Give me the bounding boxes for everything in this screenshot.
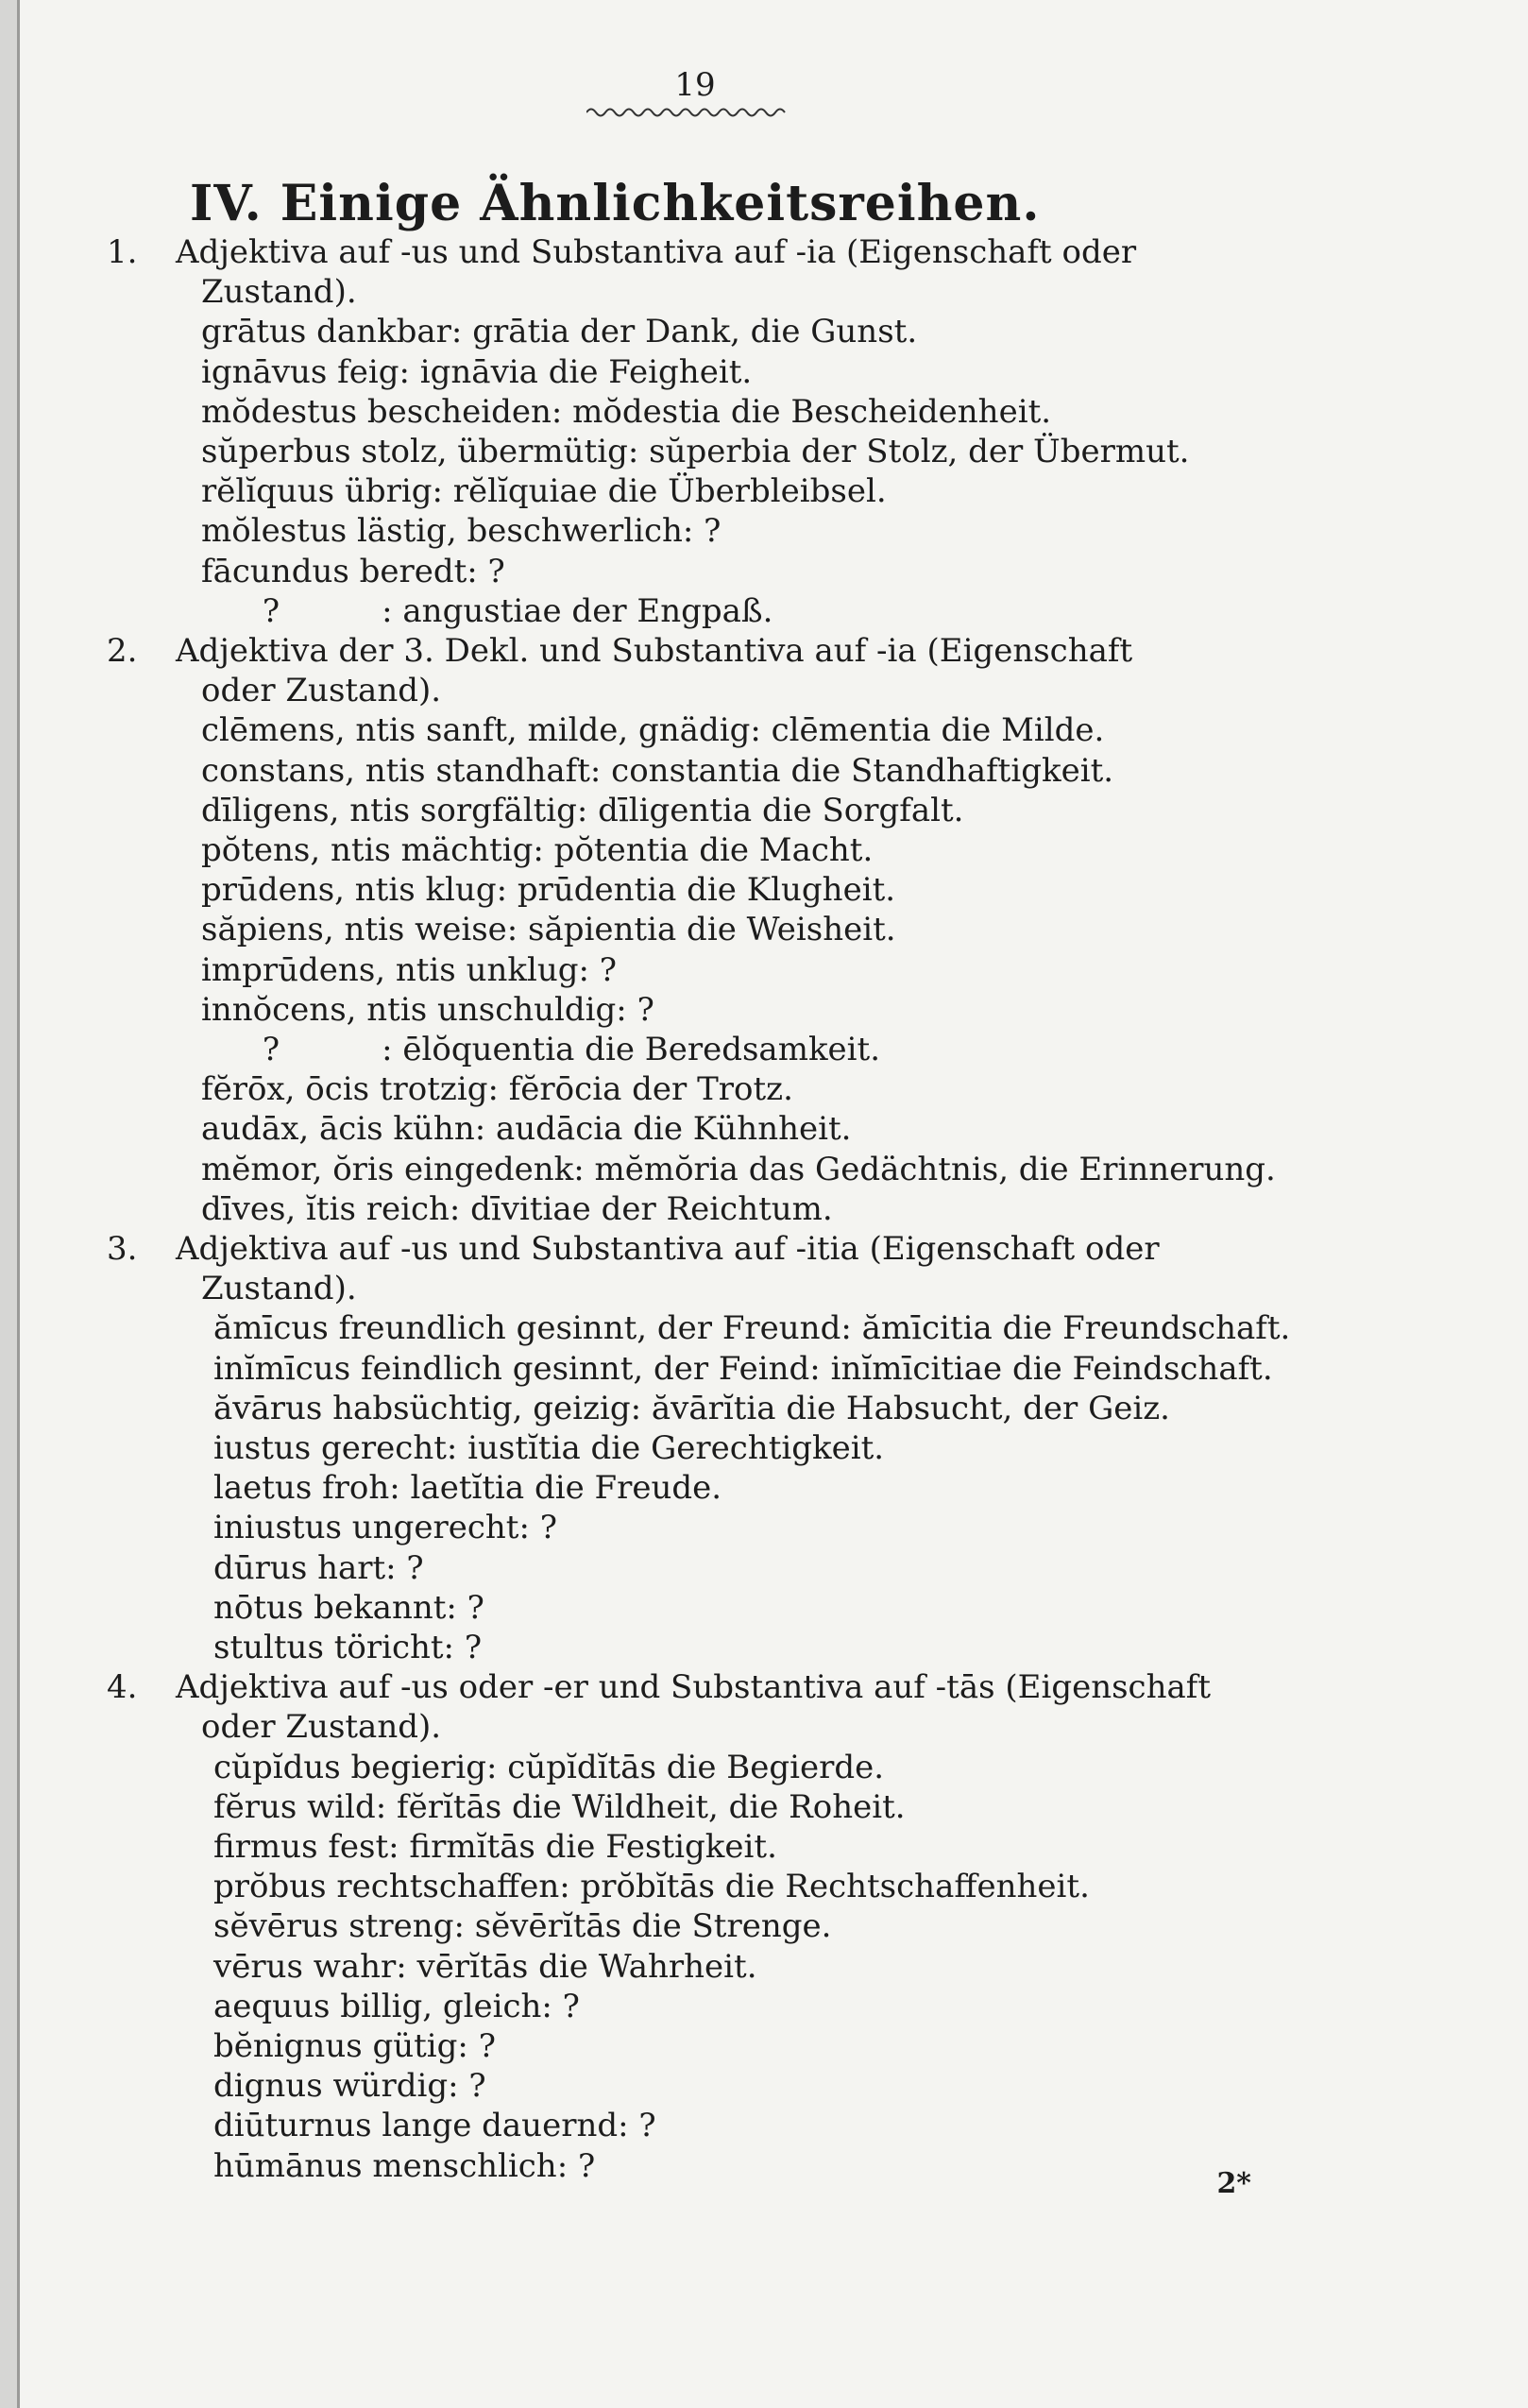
section-intro-text: Adjektiva der 3. Dekl. und Substantiva auf -ia (Eigenschaft <box>176 632 1133 670</box>
entry-text: mŏdestus bescheiden: mŏdestia die Bescheidenheit. <box>201 392 1052 431</box>
entry-text: imprūdens, ntis unklug: ? <box>201 950 617 989</box>
section-intro-text: oder Zustand). <box>201 1708 442 1747</box>
section-4-intro-line <box>20 1707 1436 1747</box>
vocabulary-entry <box>20 1787 1436 1827</box>
section-intro-text: Adjektiva auf -us und Substantiva auf -itia (Eigenschaft oder <box>176 1230 1160 1268</box>
entry-text: dūrus hart: ? <box>213 1548 424 1587</box>
entry-text: ignāvus feig: ignāvia die Feigheit. <box>201 352 753 391</box>
section-intro-text: Adjektiva auf -us oder -er und Substantiva auf -tās (Eigenschaft <box>176 1668 1212 1707</box>
entry-text: bĕnignus gütig: ? <box>213 2027 496 2065</box>
vocabulary-entry <box>20 910 1436 949</box>
entry-text: prŏbus rechtschaffen: prŏbĭtās die Rechtschaffenheit. <box>213 1868 1090 1906</box>
vocabulary-entry <box>20 1189 1436 1229</box>
section-1-intro-line <box>20 272 1436 312</box>
entry-text: nōtus bekannt: ? <box>213 1588 484 1627</box>
page-number: 19 <box>674 66 716 104</box>
vocabulary-entry <box>20 511 1436 551</box>
entry-text: dignus würdig: ? <box>213 2067 486 2106</box>
entry-text: laetus froh: laetĭtia die Freude. <box>213 1469 722 1508</box>
vocabulary-entry <box>20 870 1436 910</box>
vocabulary-entry <box>20 1030 1436 1069</box>
vocabulary-entry <box>20 1987 1436 2026</box>
entry-text: fācundus beredt: ? <box>201 552 505 590</box>
vocabulary-entry <box>20 591 1436 631</box>
vocabulary-entry <box>20 392 1436 432</box>
vocabulary-entry <box>20 552 1436 591</box>
vocabulary-entry <box>20 2026 1436 2066</box>
vocabulary-entry <box>20 2066 1436 2106</box>
vocabulary-entry <box>20 1428 1436 1468</box>
book-page <box>17 0 1528 2408</box>
vocabulary-entry <box>20 1349 1436 1389</box>
entry-text: fĕrus wild: fĕrĭtās die Wildheit, die Roheit. <box>213 1787 906 1826</box>
vocabulary-entry <box>20 312 1436 351</box>
entry-text: prūdens, ntis klug: prūdentia die Klugheit. <box>201 871 896 910</box>
vocabulary-entry <box>20 352 1436 392</box>
entry-text: innŏcens, ntis unschuldig: ? <box>201 990 654 1029</box>
vocabulary-entry <box>20 1389 1436 1428</box>
entry-text: grātus dankbar: grātia der Dank, die Gunst. <box>201 313 918 351</box>
entry-text: ămīcus freundlich gesinnt, der Freund: ămīcitia die Freundschaft. <box>213 1309 1291 1348</box>
entry-text: ăvārus habsüchtig, geizig: ăvārĭtia die Habsucht, der Geiz. <box>213 1389 1170 1427</box>
section-number: 1. <box>107 233 138 271</box>
entry-text: vērus wahr: vērĭtās die Wahrheit. <box>213 1947 757 1986</box>
entry-text: diūturnus lange dauernd: ? <box>213 2107 656 2145</box>
vocabulary-entry <box>20 751 1436 791</box>
vocabulary-entry <box>20 1508 1436 1547</box>
vocabulary-entry <box>20 1109 1436 1149</box>
vocabulary-entry <box>20 1150 1436 1189</box>
section-number: 3. <box>107 1230 138 1268</box>
vocabulary-entry <box>20 471 1436 511</box>
entry-text: constans, ntis standhaft: constantia die Standhaftigkeit. <box>201 751 1114 790</box>
vocabulary-entry <box>20 950 1436 990</box>
vocabulary-entry <box>20 710 1436 750</box>
entry-text: rĕlĭquus übrig: rĕlĭquiae die Überbleibsel. <box>201 472 887 511</box>
section-4-intro-line <box>20 1667 1436 1707</box>
section-number: 2. <box>107 632 138 670</box>
vocabulary-entry <box>20 830 1436 870</box>
vocabulary-entry <box>20 1748 1436 1787</box>
section-intro-text: Zustand). <box>201 273 357 312</box>
entry-text: hūmānus menschlich: ? <box>213 2146 596 2185</box>
vocabulary-entry <box>20 1468 1436 1508</box>
entry-text: dīligens, ntis sorgfältig: dīligentia die Sorgfalt. <box>201 791 964 829</box>
entry-text: sĕvērus streng: sĕvērĭtās die Strenge. <box>213 1907 832 1946</box>
entry-text: inĭmīcus feindlich gesinnt, der Feind: inĭmīcitiae die Feindschaft. <box>213 1349 1273 1388</box>
entry-text: dīves, ĭtis reich: dīvitiae der Reichtum. <box>201 1189 833 1228</box>
section-2-intro-line <box>20 671 1436 710</box>
vocabulary-entry <box>20 2106 1436 2145</box>
entry-text: săpiens, ntis weise: săpientia die Weisheit. <box>201 911 896 949</box>
entry-text: mŏlestus lästig, beschwerlich: ? <box>201 512 722 551</box>
vocabulary-entry <box>20 1628 1436 1667</box>
entry-text: ? : ēlŏquentia die Beredsamkeit. <box>201 1031 881 1068</box>
vocabulary-entry <box>20 1867 1436 1906</box>
entry-text: mĕmor, ŏris eingedenk: mĕmŏria das Gedächtnis, die Erinnerung. <box>201 1150 1276 1188</box>
section-1-intro-line <box>20 232 1436 272</box>
section-number: 4. <box>107 1668 138 1707</box>
entry-text: firmus fest: firmĭtās die Festigkeit. <box>213 1828 777 1866</box>
section-3-intro-line <box>20 1269 1436 1308</box>
section-heading: IV. Einige Ähnlichkeitsreihen. <box>190 175 1041 232</box>
section-intro-text: oder Zustand). <box>201 672 442 710</box>
vocabulary-entry <box>20 432 1436 471</box>
section-intro-text: Zustand). <box>201 1270 357 1308</box>
entry-text: cŭpĭdus begierig: cŭpĭdĭtās die Begierde. <box>213 1748 885 1786</box>
wavy-ornament <box>586 106 789 119</box>
vocabulary-entry <box>20 990 1436 1030</box>
entry-text: sŭperbus stolz, übermütig: sŭperbia der Stolz, der Übermut. <box>201 433 1190 470</box>
vocabulary-entry <box>20 1906 1436 1946</box>
entry-text: iustus gerecht: iustĭtia die Gerechtigkeit. <box>213 1429 885 1467</box>
vocabulary-entry <box>20 1588 1436 1628</box>
vocabulary-entry <box>20 1308 1436 1348</box>
vocabulary-entry <box>20 1069 1436 1109</box>
section-3-intro-line <box>20 1229 1436 1269</box>
entry-text: stultus töricht: ? <box>213 1629 483 1666</box>
section-intro-text: Adjektiva auf -us und Substantiva auf -ia (Eigenschaft oder <box>176 233 1137 271</box>
entry-text: clēmens, ntis sanft, milde, gnädig: clēmentia die Milde. <box>201 711 1105 750</box>
vocabulary-entry <box>20 1947 1436 1987</box>
entry-text: audāx, ācis kühn: audācia die Kühnheit. <box>201 1110 852 1149</box>
vocabulary-entry <box>20 1548 1436 1588</box>
entry-text: aequus billig, gleich: ? <box>213 1987 580 2025</box>
vocabulary-entry <box>20 1827 1436 1867</box>
entry-text: fĕrōx, ōcis trotzig: fĕrōcia der Trotz. <box>201 1070 793 1109</box>
entry-text: pŏtens, ntis mächtig: pŏtentia die Macht. <box>201 831 874 869</box>
entry-text: ? : angustiae der Engpaß. <box>201 591 773 630</box>
vocabulary-entry <box>20 791 1436 830</box>
signature-mark: 2* <box>1216 2167 1251 2200</box>
entry-text: iniustus ungerecht: ? <box>213 1509 557 1547</box>
section-2-intro-line <box>20 631 1436 671</box>
